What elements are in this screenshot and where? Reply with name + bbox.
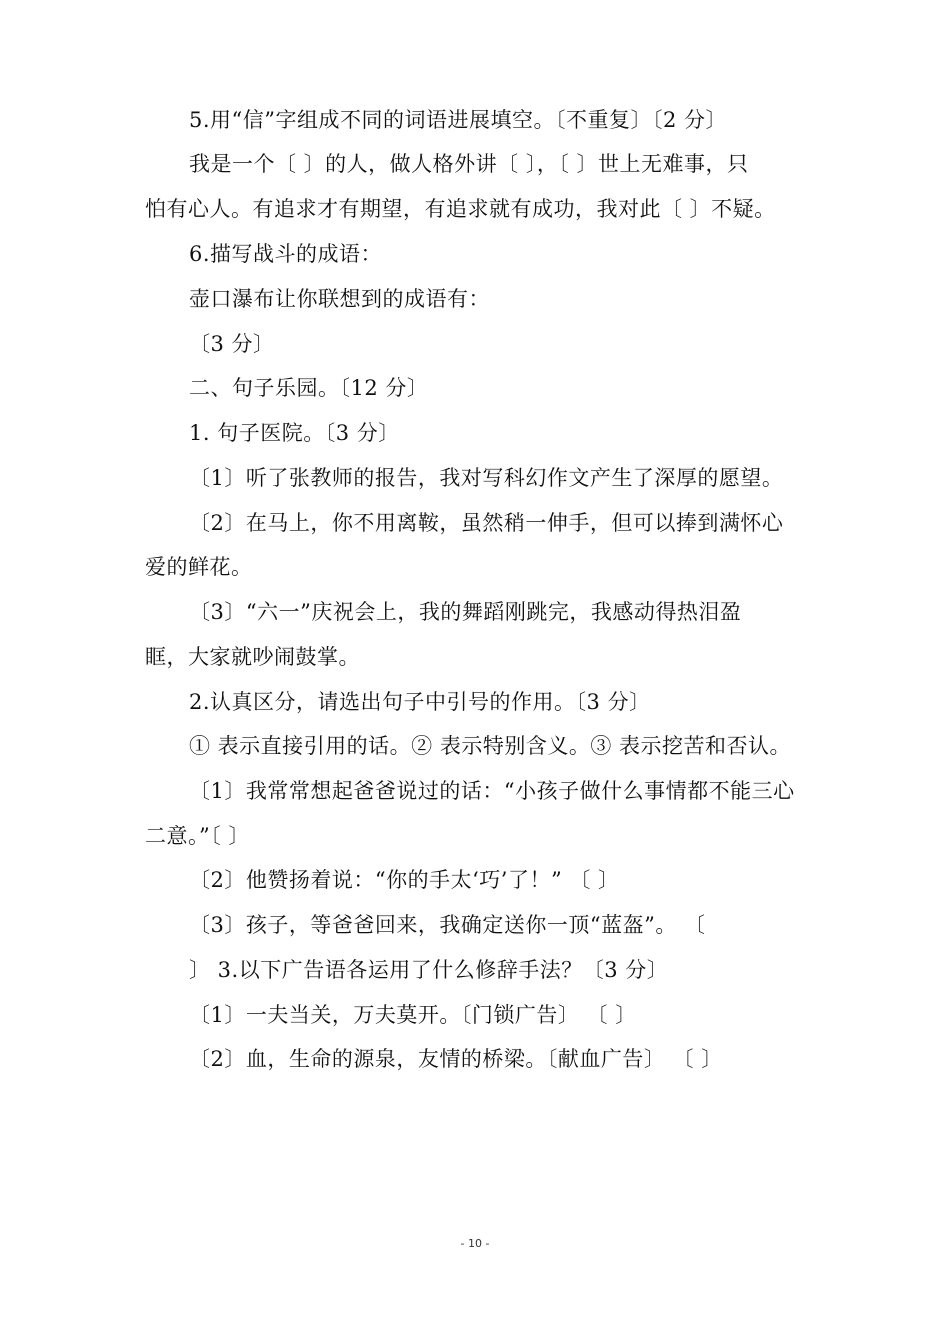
- question-5-heading: 5.用“信”字组成不同的词语进展填空。〔不重复〕〔2 分〕: [189, 108, 728, 132]
- item-2-heading: 2.认真区分，请选出句子中引号的作用。〔3 分〕: [189, 690, 651, 714]
- item-1-heading: 1. 句子医院。〔3 分〕: [189, 421, 400, 445]
- question-5-text-line-1: 我是一个〔 〕的人，做人格外讲〔 〕，〔 〕世上无难事，只: [189, 152, 749, 176]
- item-2-sentence-1-line-2: 二意。”〔 〕: [145, 824, 250, 848]
- question-6-text: 壶口瀑布让你联想到的成语有：: [189, 287, 490, 311]
- question-5-text-line-2: 怕有心人。有追求才有期望，有追求就有成功，我对此〔 〕不疑。: [145, 197, 776, 221]
- item-1-sentence-2-line-1: 〔2〕在马上，你不用离鞍，虽然稍一伸手，但可以捧到满怀心: [189, 511, 784, 535]
- item-1-sentence-3-line-2: 眶，大家就吵闹鼓掌。: [145, 645, 360, 669]
- item-1-sentence-3-line-1: 〔3〕“六一”庆祝会上，我的舞蹈刚跳完，我感动得热泪盈: [189, 600, 742, 624]
- question-6-score: 〔3 分〕: [189, 332, 275, 356]
- item-2-sentence-3: 〔3〕孩子，等爸爸回来，我确定送你一顶“蓝盔”。 〔: [189, 913, 706, 937]
- item-2-sentence-2: 〔2〕他赞扬着说：“你的手太‘巧’了！” 〔 〕: [189, 868, 620, 892]
- item-3-heading: 〕 3.以下广告语各运用了什么修辞手法？〔3 分〕: [189, 958, 669, 982]
- page-number: - 10 -: [460, 1237, 490, 1250]
- item-3-ad-2: 〔2〕血，生命的源泉，友情的桥梁。〔献血广告〕 〔 〕: [189, 1047, 723, 1071]
- item-2-sentence-1-line-1: 〔1〕我常常想起爸爸说过的话：“小孩子做什么事情都不能三心: [189, 779, 795, 803]
- item-3-ad-1: 〔1〕一夫当关，万夫莫开。〔门锁广告〕 〔 〕: [189, 1003, 637, 1027]
- section-2-heading: 二、句子乐园。〔12 分〕: [189, 376, 429, 400]
- question-6-heading: 6.描写战斗的成语：: [189, 242, 383, 266]
- item-1-sentence-2-line-2: 爱的鲜花。: [145, 555, 253, 579]
- item-2-options: ① 表示直接引用的话。② 表示特别含义。③ 表示挖苦和否认。: [189, 734, 792, 758]
- item-1-sentence-1: 〔1〕听了张教师的报告，我对写科幻作文产生了深厚的愿望。: [189, 466, 784, 490]
